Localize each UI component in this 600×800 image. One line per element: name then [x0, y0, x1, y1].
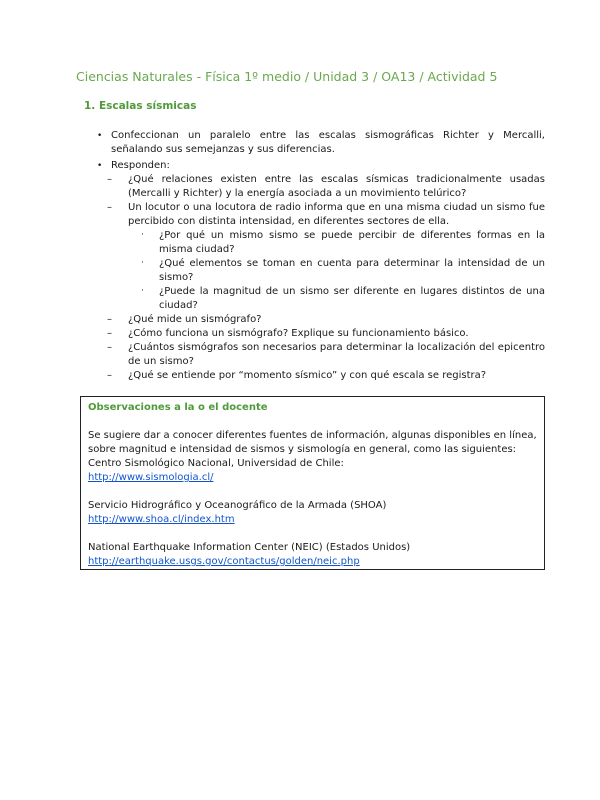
bullet-marker: •	[97, 161, 103, 171]
list-item	[97, 129, 545, 157]
question-text: ¿Qué se entiende por “momento sísmico” y con qué escala se registra?	[128, 370, 487, 381]
source-link[interactable]: http://www.shoa.cl/index.htm	[88, 514, 235, 525]
question-item	[83, 201, 545, 229]
source-name: Servicio Hidrográfico y Oceanográfico de la Armada (SHOA)	[88, 500, 387, 511]
teacher-notes-title: Observaciones a la o el docente	[88, 402, 268, 413]
dash-marker: –	[107, 202, 112, 213]
teacher-notes-box	[80, 396, 545, 570]
question-text: ¿Cómo funciona un sismógrafo? Explique su funcionamiento básico.	[128, 328, 469, 339]
question-item	[83, 369, 545, 383]
question-item	[83, 173, 545, 201]
dot-marker: ·	[141, 286, 144, 296]
dot-marker: ·	[141, 230, 144, 240]
source-link[interactable]: http://earthquake.usgs.gov/contactus/golden/neic.php	[88, 556, 360, 567]
question-text: ¿Cuántos sismógrafos son necesarios para determinar la localización del epicentro de un sismo?	[128, 342, 545, 367]
sub-question-text: ¿Qué elementos se toman en cuenta para determinar la intensidad de un sismo?	[159, 258, 545, 283]
question-item	[83, 313, 545, 327]
question-text: ¿Qué mide un sismógrafo?	[128, 314, 262, 325]
question-item	[83, 327, 545, 341]
question-text: Un locutor o una locutora de radio informa que en una misma ciudad un sismo fue percibido con distinta intensidad, en diferentes sectores de ella.	[128, 202, 545, 227]
section-title: 1. Escalas sísmicas	[84, 100, 197, 112]
sub-question-item	[83, 285, 545, 313]
sub-question-item	[83, 229, 545, 257]
list-item-text: Confeccionan un paralelo entre las escalas sismográficas Richter y Mercalli, señalando sus semejanzas y sus diferencias.	[111, 130, 545, 155]
sub-question-text: ¿Por qué un mismo sismo se puede percibir de diferentes formas en la misma ciudad?	[159, 230, 545, 255]
dash-marker: –	[107, 314, 112, 325]
bullet-marker: •	[97, 131, 103, 141]
source-name: Centro Sismológico Nacional, Universidad de Chile:	[88, 458, 344, 469]
source-name: National Earthquake Information Center (NEIC) (Estados Unidos)	[88, 542, 411, 553]
activity-list	[97, 129, 545, 383]
list-item-text: Responden:	[111, 160, 170, 171]
list-item	[97, 159, 545, 173]
sub-question-text: ¿Puede la magnitud de un sismo ser diferente en lugares distintos de una ciudad?	[159, 286, 545, 311]
dot-marker: ·	[141, 258, 144, 268]
page-header: Ciencias Naturales - Física 1º medio / Unidad 3 / OA13 / Actividad 5	[76, 69, 498, 84]
dash-marker: –	[107, 370, 112, 381]
sub-question-item	[83, 257, 545, 285]
dash-marker: –	[107, 342, 112, 353]
question-item	[83, 341, 545, 369]
dash-marker: –	[107, 174, 112, 185]
teacher-notes-intro: Se sugiere dar a conocer diferentes fuentes de información, algunas disponibles en línea, sobre magnitud e intensidad de sismos y sismología en general, como las siguientes:	[88, 430, 537, 455]
dash-marker: –	[107, 328, 112, 339]
question-text: ¿Qué relaciones existen entre las escalas sísmicas tradicionalmente usadas (Mercalli y Richter) y la energía asociada a un movimiento telúrico?	[128, 174, 545, 199]
source-link[interactable]: http://www.sismologia.cl/	[88, 472, 214, 483]
